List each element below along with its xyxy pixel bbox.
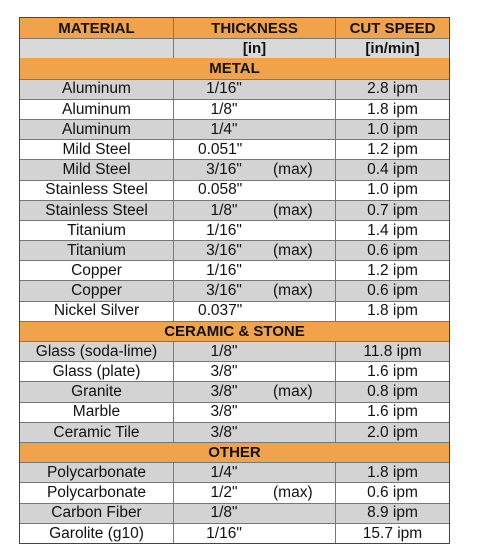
cut-speed-cell: 2.0 ipm <box>367 423 418 441</box>
material-cell: Granite <box>20 382 174 401</box>
thickness-value: 1/4" <box>210 463 238 481</box>
thickness-cell <box>174 221 336 240</box>
cut-speed-cell: 1.0 ipm <box>367 120 418 138</box>
material-cell: Stainless Steel <box>20 181 174 200</box>
table-row <box>20 240 449 260</box>
thickness-cell <box>174 120 336 139</box>
table-row <box>20 482 449 502</box>
material-cell: Aluminum <box>20 100 174 119</box>
cut-speed-cell: 1.8 ipm <box>367 100 418 118</box>
thickness-cell <box>174 483 336 502</box>
thickness-value: 1/16" <box>206 221 242 239</box>
material-cell: Glass (soda-lime) <box>20 342 174 361</box>
column-header-material: MATERIAL <box>20 18 174 38</box>
cut-speed-cell: 1.2 ipm <box>367 140 418 158</box>
thickness-value: 1/16" <box>206 80 242 98</box>
table-row <box>20 523 449 543</box>
table-row <box>20 402 449 422</box>
table-row <box>20 119 449 139</box>
thickness-cell <box>174 140 336 159</box>
thickness-value: 3/8" <box>210 423 238 441</box>
thickness-value: 1/8" <box>210 504 238 522</box>
column-header-thickness: THICKNESS <box>174 18 336 38</box>
thickness-cell <box>174 463 336 482</box>
thickness-cell <box>174 423 336 442</box>
material-cell: Glass (plate) <box>20 362 174 381</box>
cut-speed-cell: 2.8 ipm <box>367 80 418 98</box>
thickness-cell <box>174 201 336 220</box>
cut-speed-cell: 8.9 ipm <box>367 504 418 522</box>
cut-speed-cell: 1.2 ipm <box>367 262 418 280</box>
material-cell: Ceramic Tile <box>20 423 174 442</box>
cut-speed-cell: 15.7 ipm <box>362 524 423 542</box>
section-title: METAL <box>209 59 260 77</box>
thickness-value: 3/8" <box>210 383 238 401</box>
cut-speed-cell: 1.4 ipm <box>367 221 418 239</box>
material-cell: Titanium <box>20 241 174 260</box>
cut-speed-cell: 1.0 ipm <box>367 181 418 199</box>
units-row <box>20 38 449 58</box>
material-cell: Mild Steel <box>20 160 174 179</box>
thickness-value: 0.051" <box>198 140 243 158</box>
table-header-row <box>20 18 449 38</box>
cut-speed-cell: 0.4 ipm <box>367 161 418 179</box>
table-row <box>20 200 449 220</box>
table-row <box>20 361 449 381</box>
table-row <box>20 422 449 442</box>
cut-speed-cell: 1.6 ipm <box>367 403 418 421</box>
material-cell: Aluminum <box>20 120 174 139</box>
thickness-cell <box>174 100 336 119</box>
table-row <box>20 381 449 401</box>
cut-speed-table <box>19 17 450 544</box>
thickness-value: 3/8" <box>210 403 238 421</box>
thickness-cell <box>174 261 336 280</box>
thickness-cell <box>174 160 336 179</box>
max-note: (max) <box>273 201 313 219</box>
max-note: (max) <box>273 161 313 179</box>
thickness-value: 0.037" <box>198 302 243 320</box>
max-note: (max) <box>273 484 313 502</box>
max-note: (max) <box>273 383 313 401</box>
section-header-row <box>20 58 449 78</box>
thickness-cell <box>174 281 336 300</box>
cut-speed-cell: 0.8 ipm <box>367 383 418 401</box>
table-row <box>20 139 449 159</box>
thickness-value: 1/4" <box>210 120 238 138</box>
table-row <box>20 99 449 119</box>
material-cell: Aluminum <box>20 80 174 99</box>
cut-speed-cell: 1.8 ipm <box>367 463 418 481</box>
table-row <box>20 280 449 300</box>
cut-speed-cell: 1.8 ipm <box>367 302 418 320</box>
thickness-value: 1/8" <box>210 100 238 118</box>
material-cell: Copper <box>20 281 174 300</box>
thickness-value: 3/16" <box>206 282 242 300</box>
material-cell: Copper <box>20 261 174 280</box>
material-cell: Polycarbonate <box>20 483 174 502</box>
cut-speed-cell: 0.6 ipm <box>367 484 418 502</box>
table-row <box>20 260 449 280</box>
thickness-value: 1/8" <box>210 201 238 219</box>
max-note: (max) <box>273 241 313 259</box>
thickness-cell <box>174 241 336 260</box>
thickness-cell <box>174 362 336 381</box>
section-header-row <box>20 321 449 341</box>
thickness-cell <box>174 524 336 543</box>
thickness-cell <box>174 382 336 401</box>
thickness-value: 1/16" <box>206 262 242 280</box>
material-cell: Stainless Steel <box>20 201 174 220</box>
material-cell: Garolite (g10) <box>20 524 174 543</box>
thickness-cell <box>174 302 336 321</box>
table-row <box>20 220 449 240</box>
thickness-cell <box>174 342 336 361</box>
table-row <box>20 301 449 321</box>
thickness-cell <box>174 403 336 422</box>
thickness-cell <box>174 80 336 99</box>
cut-speed-cell: 1.6 ipm <box>367 363 418 381</box>
material-cell: Mild Steel <box>20 140 174 159</box>
thickness-value: 3/16" <box>206 161 242 179</box>
units-thickness: [in] <box>174 39 336 58</box>
thickness-cell <box>174 504 336 523</box>
material-cell: Polycarbonate <box>20 463 174 482</box>
thickness-value: 1/8" <box>210 342 238 360</box>
material-cell: Marble <box>20 403 174 422</box>
table-row <box>20 79 449 99</box>
thickness-value: 3/8" <box>210 363 238 381</box>
cut-speed-cell: 0.6 ipm <box>367 282 418 300</box>
max-note: (max) <box>273 282 313 300</box>
units-cut-speed: [in/min] <box>365 40 420 58</box>
units-material <box>20 39 174 58</box>
material-cell: Titanium <box>20 221 174 240</box>
cut-speed-cell: 0.6 ipm <box>367 241 418 259</box>
table-row <box>20 341 449 361</box>
thickness-value: 1/2" <box>210 484 238 502</box>
table-row <box>20 180 449 200</box>
table-body <box>20 58 449 543</box>
table-row <box>20 159 449 179</box>
cut-speed-cell: 0.7 ipm <box>367 201 418 219</box>
column-header-cut-speed: CUT SPEED <box>349 19 436 37</box>
cut-speed-cell: 11.8 ipm <box>363 342 422 360</box>
thickness-value: 1/16" <box>206 524 242 542</box>
section-title: OTHER <box>208 444 261 462</box>
thickness-cell <box>174 181 336 200</box>
table-row <box>20 462 449 482</box>
thickness-value: 3/16" <box>206 241 242 259</box>
section-header-row <box>20 442 449 462</box>
table-row <box>20 503 449 523</box>
section-title: CERAMIC & STONE <box>164 322 305 340</box>
material-cell: Carbon Fiber <box>20 504 174 523</box>
material-cell: Nickel Silver <box>20 302 174 321</box>
thickness-value: 0.058" <box>198 181 243 199</box>
